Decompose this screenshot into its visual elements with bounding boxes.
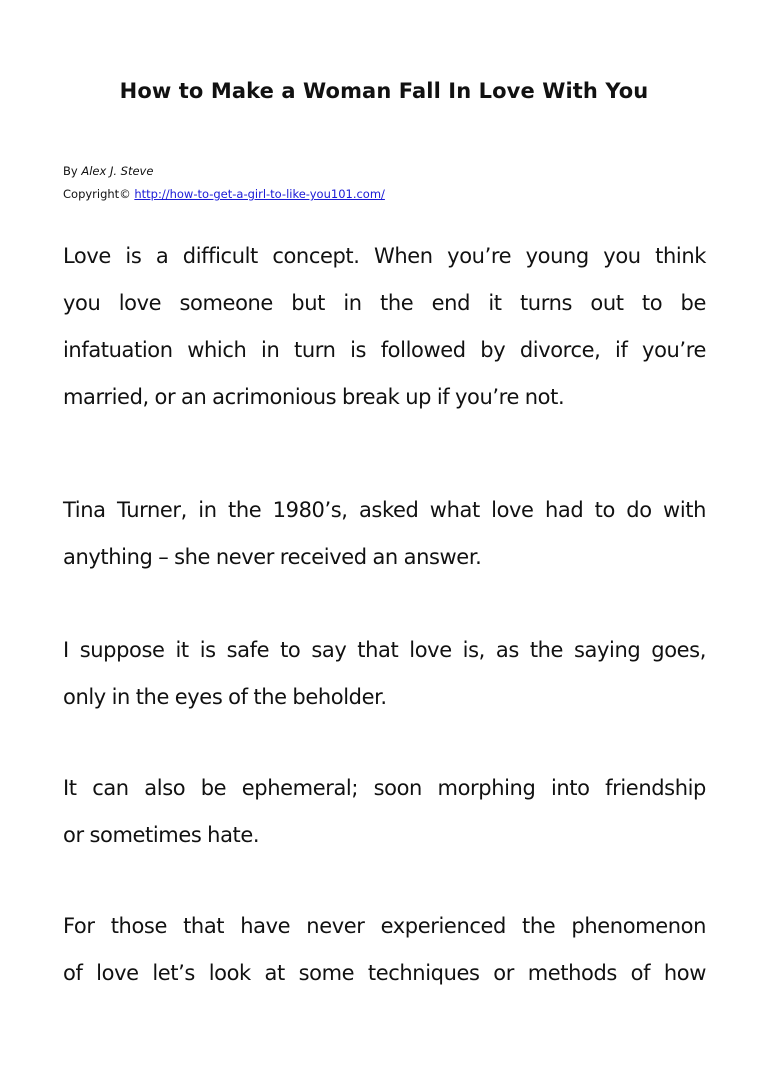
- website-link[interactable]: http://how-to-get-a-girl-to-like-you101.com/: [134, 187, 385, 201]
- paragraph-line: Tina Turner, in the 1980’s, asked what love had to do with: [63, 498, 706, 522]
- paragraph-line: It can also be ephemeral; soon morphing into friendship: [63, 776, 706, 800]
- paragraph-3: [63, 627, 706, 721]
- paragraph-2: [63, 487, 706, 581]
- paragraph-line: or sometimes hate.: [63, 823, 260, 847]
- paragraph-line: For those that have never experienced the phenomenon: [63, 914, 706, 938]
- paragraph-line: anything – she never received an answer.: [63, 545, 482, 569]
- paragraph-line: Love is a difficult concept. When you’re young you think: [63, 244, 706, 268]
- document-title: How to Make a Woman Fall In Love With You: [119, 79, 649, 103]
- byline: [63, 163, 153, 179]
- paragraph-4: [63, 765, 706, 859]
- paragraph-line: only in the eyes of the beholder.: [63, 685, 387, 709]
- author-name: Alex J. Steve: [81, 164, 154, 178]
- copyright-prefix: Copyright©: [63, 187, 131, 201]
- paragraph-line: you love someone but in the end it turns out to be: [63, 291, 706, 315]
- copyright-line: [63, 186, 385, 202]
- paragraph-line: I suppose it is safe to say that love is, as the saying goes,: [63, 638, 706, 662]
- byline-prefix: By: [63, 164, 78, 178]
- paragraph-1: [63, 233, 706, 421]
- paragraph-line: infatuation which in turn is followed by divorce, if you’re: [63, 338, 706, 362]
- paragraph-line: married, or an acrimonious break up if you’re not.: [63, 385, 565, 409]
- paragraph-line: of love let’s look at some techniques or methods of how: [63, 961, 706, 985]
- paragraph-5: [63, 903, 706, 997]
